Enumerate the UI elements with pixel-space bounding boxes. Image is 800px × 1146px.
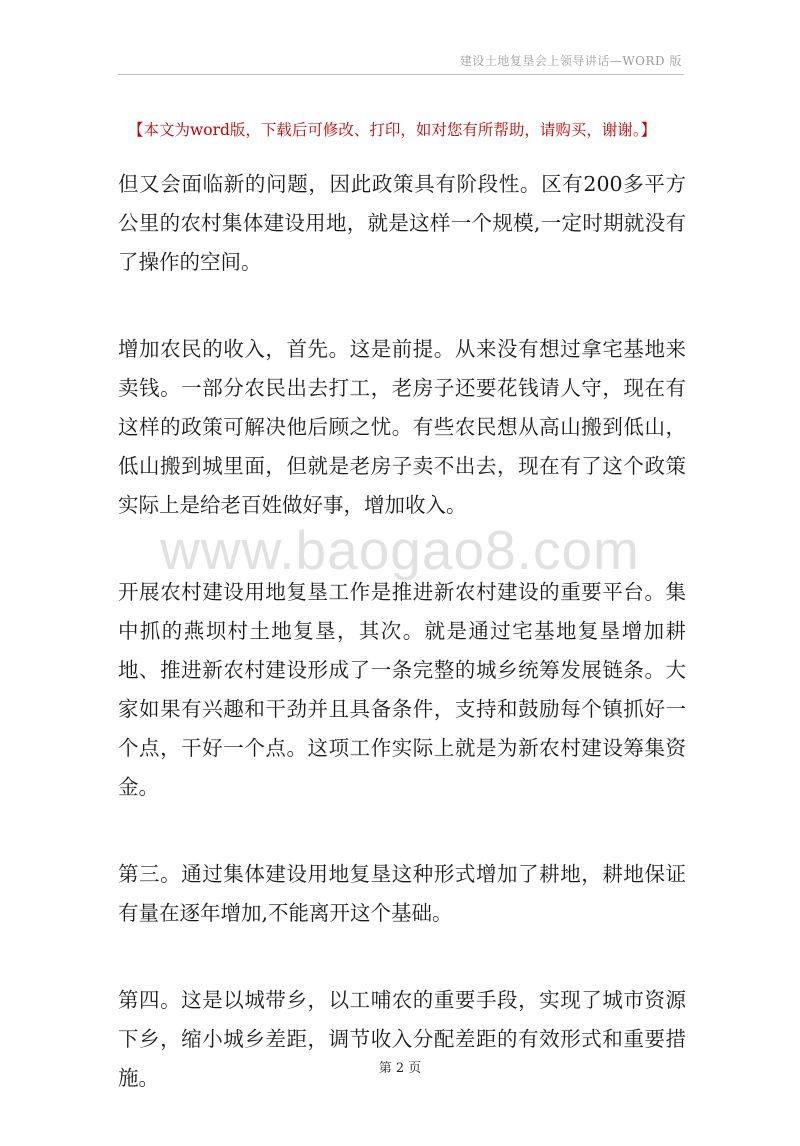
paragraph-5: 第四。这是以城带乡，以工哺农的重要手段，实现了城市资源下乡，缩小城乡差距，调节收入分配差距的有效形式和重要措施。 xyxy=(118,988,686,1090)
document-body xyxy=(118,165,686,1146)
watermark: www.baogao8.com xyxy=(160,519,640,581)
paragraph-2: 增加农民的收入，首先。这是前提。从来没有想过拿宅基地来卖钱。一部分农民出去打工，老房子还要花钱请人守，现在有这样的政策可解决他后顾之忧。有些农民想从高山搬到低山，低山搬到城里面，但就是老房子卖不出去，现在有了这个政策实际上是给老百姓做好事，增加收入。 xyxy=(118,337,686,517)
download-notice: 【本文为word版，下载后可修改、打印，如对您有所帮助，请购买，谢谢。】 xyxy=(128,121,657,139)
paragraph-3: 开展农村建设用地复垦工作是推进新农村建设的重要平台。集中抓的燕坝村土地复垦，其次。就是通过宅基地复垦增加耕地、推进新农村建设形成了一条完整的城乡统筹发展链条。大家如果有兴趣和干劲并且具备条件，支持和鼓励每个镇抓好一个点，干好一个点。这项工作实际上就是为新农村建设筹集资金。 xyxy=(118,580,686,799)
page-number: 第 2 页 xyxy=(378,1061,422,1076)
page-header-title: 建设土地复垦会上领导讲话—WORD 版 xyxy=(459,54,682,68)
paragraph-4: 第三。通过集体建设用地复垦这种形式增加了耕地，耕地保证有量在逐年增加,不能离开这个基础。 xyxy=(118,862,686,925)
paragraph-1: 但又会面临新的问题，因此政策具有阶段性。区有200多平方公里的农村集体建设用地，就是这样一个规模,一定时期就没有了操作的空间。 xyxy=(118,172,686,274)
header-divider xyxy=(118,74,684,75)
